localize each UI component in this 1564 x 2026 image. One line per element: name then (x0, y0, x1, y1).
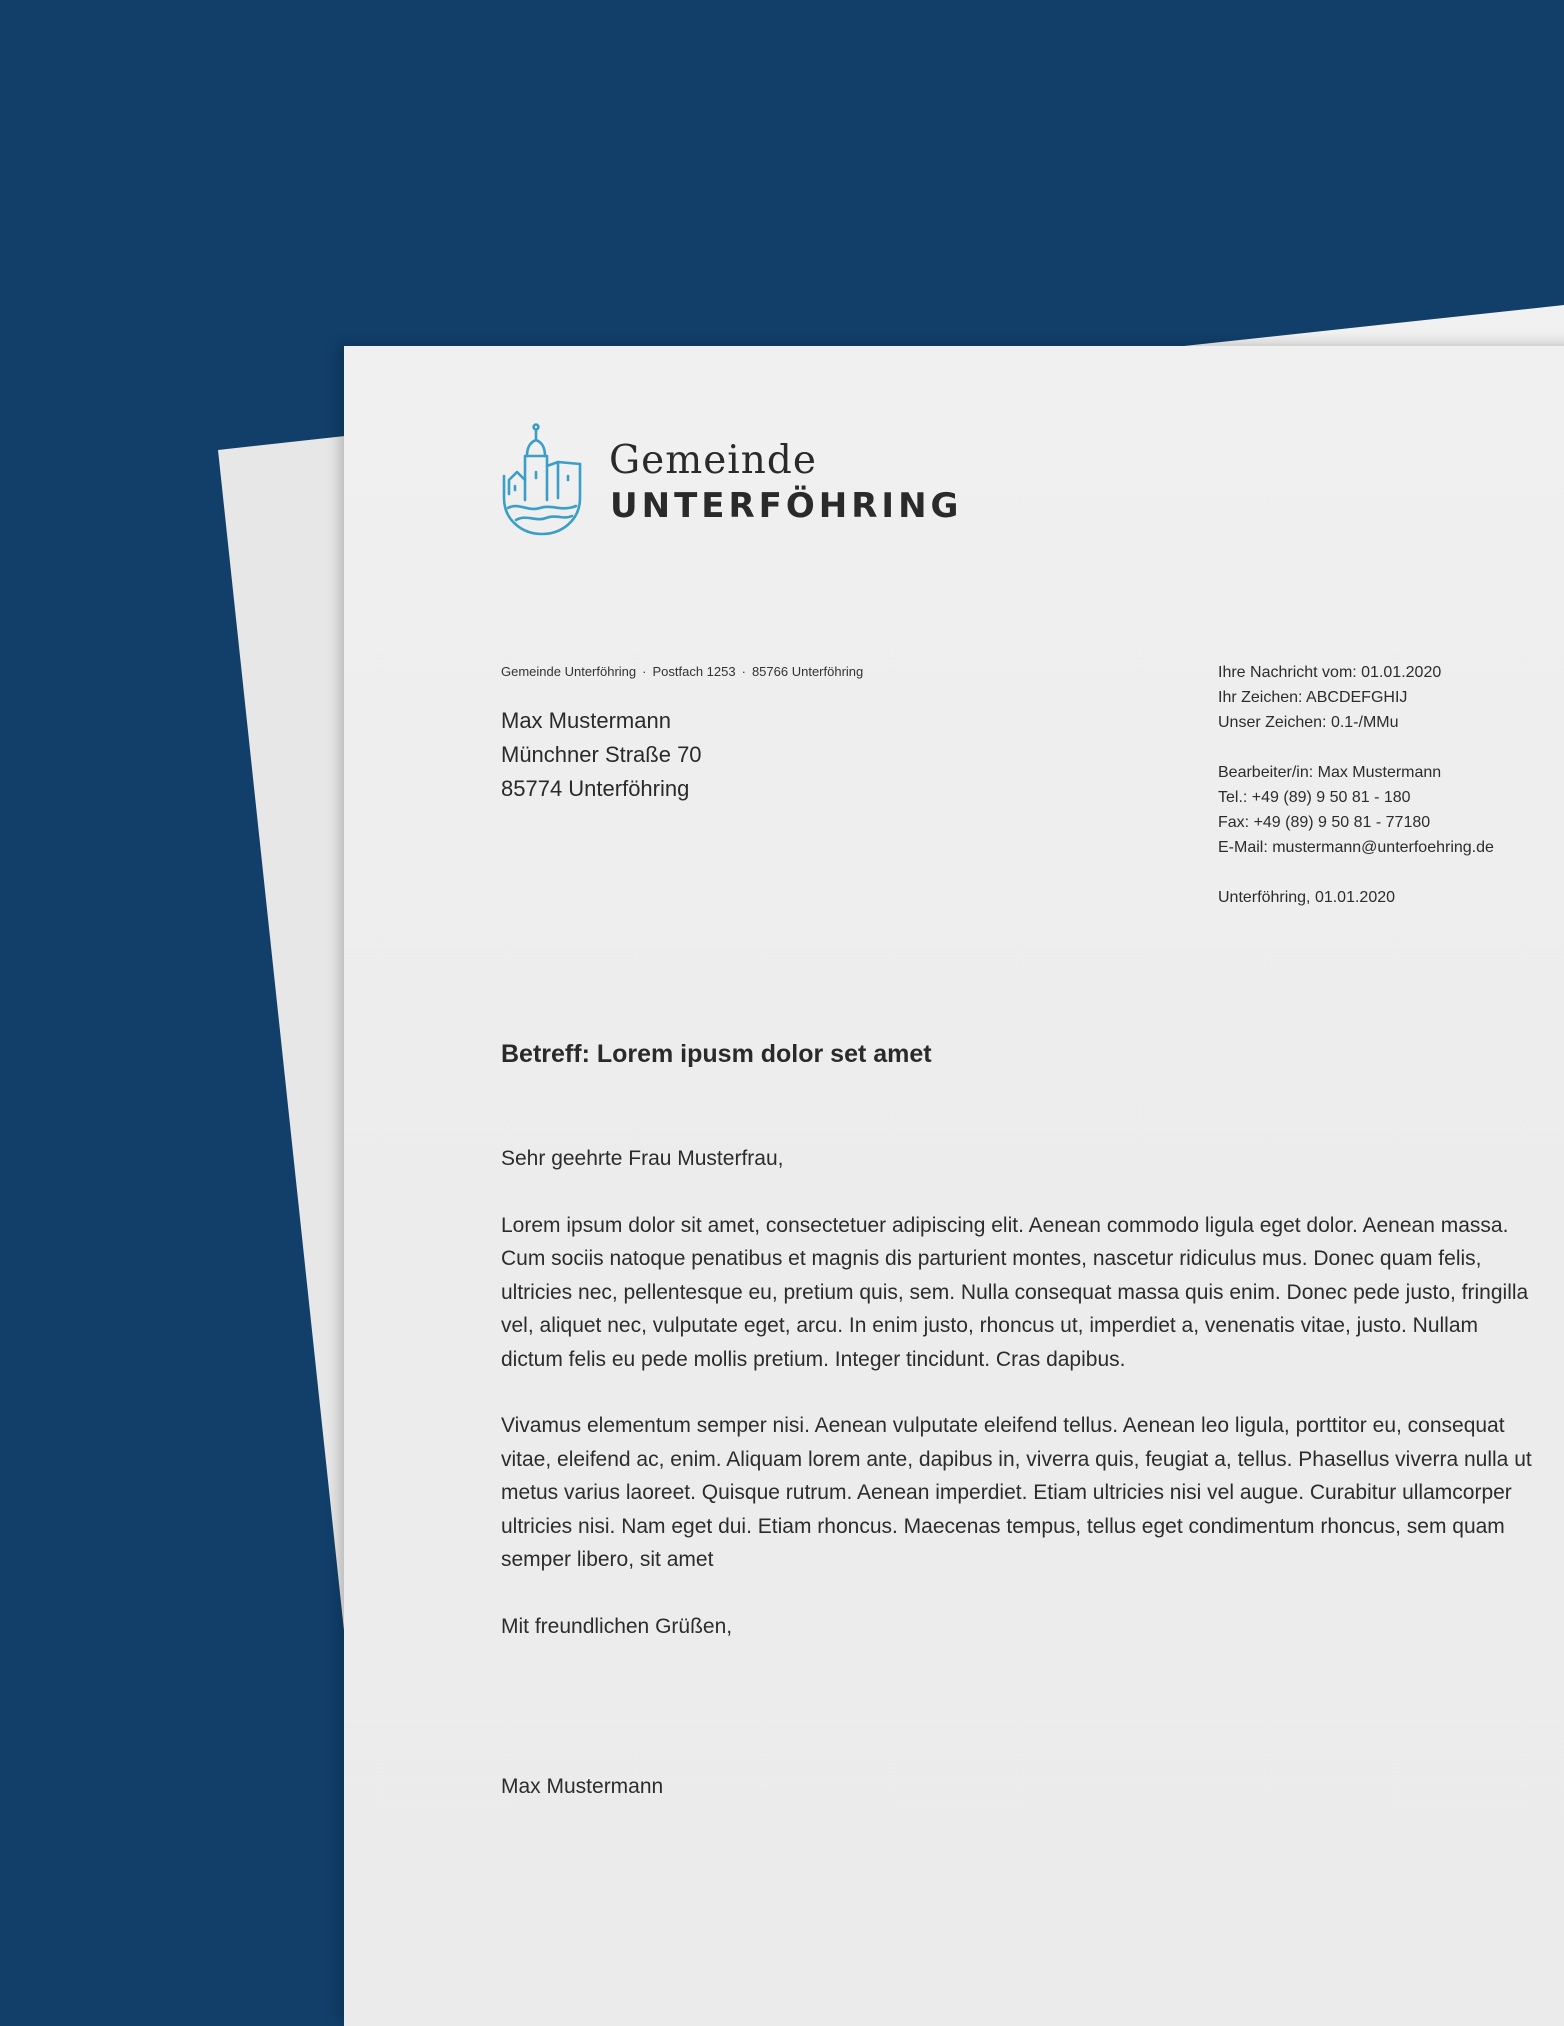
salutation: Sehr geehrte Frau Musterfrau, (501, 1147, 784, 1170)
our-reference: Unser Zeichen: 0.1-/MMu (1218, 714, 1399, 731)
recipient-name: Max Mustermann (501, 708, 671, 733)
letter-subject: Betreff: Lorem ipusm dolor set amet (501, 1040, 932, 1068)
sender-zip-city: 85766 Unterföhring (751, 664, 864, 679)
signature-name: Max Mustermann (501, 1775, 664, 1798)
town-tower-waves-icon (500, 416, 590, 536)
email: E-Mail: mustermann@unterfoehring.de (1218, 839, 1494, 856)
paragraph: Lorem ipsum dolor sit amet, consectetuer adipiscing elit. Aenean commodo ligula eget dolor. Aenean massa. Cum sociis natoque penatibus et magnis dis parturient montes, nascetur ridiculus mus. Donec quam felis, ultricies nec, pellentesque eu, pretium quis, sem. Nulla consequat massa quis enim. Donec pede justo, fringilla vel, aliquet nec, vulputate eget, arcu. In enim justo, rhoncus ut, imperdiet a, venenatis vitae, justo. Nullam dictum felis eu pede mollis pretium. Integer tincidunt. Cras dapibus. (501, 1213, 1529, 1371)
recipient-street: Münchner Straße 70 (501, 742, 702, 767)
reference-block (1218, 660, 1494, 910)
sender-postbox: Postfach 1253 (652, 664, 736, 679)
paragraph: Vivamus elementum semper nisi. Aenean vulputate eleifend tellus. Aenean leo ligula, porttitor eu, consequat vitae, eleifend ac, enim. Aliquam lorem ante, dapibus in, viverra quis, feugiat a, tellus. Phasellus viverra nulla ut metus varius laoreet. Quisque rutrum. Aenean imperdiet. Etiam ultricies nisi vel augue. Curabitur ullamcorper ultricies nisi. Nam eget dui. Etiam rhoncus. Maecenas tempus, tellus eget condimentum rhoncus, sem quam semper libero, sit amet (501, 1414, 1532, 1571)
letter-body (501, 1142, 1541, 1676)
fax: Fax: +49 (89) 9 50 81 - 77180 (1218, 814, 1431, 831)
place-date: Unterföhring, 01.01.2020 (1218, 889, 1396, 906)
phone: Tel.: +49 (89) 9 50 81 - 180 (1218, 789, 1411, 806)
closing: Mit freundlichen Grüßen, (501, 1614, 733, 1638)
recipient-city: 85774 Unterföhring (501, 776, 690, 801)
recipient-address (501, 704, 702, 806)
sender-name: Gemeinde Unterföhring (501, 664, 637, 679)
handler: Bearbeiter/in: Max Mustermann (1218, 764, 1442, 781)
brand-name-line2: UNTERFÖHRING (610, 486, 963, 526)
your-reference: Ihr Zeichen: ABCDEFGHIJ (1218, 689, 1408, 706)
separator: · (642, 664, 647, 679)
brand-name-line1: Gemeinde (609, 438, 817, 483)
your-message-date: Ihre Nachricht vom: 01.01.2020 (1218, 664, 1442, 681)
separator: · (741, 664, 746, 679)
sender-return-address (501, 664, 863, 679)
